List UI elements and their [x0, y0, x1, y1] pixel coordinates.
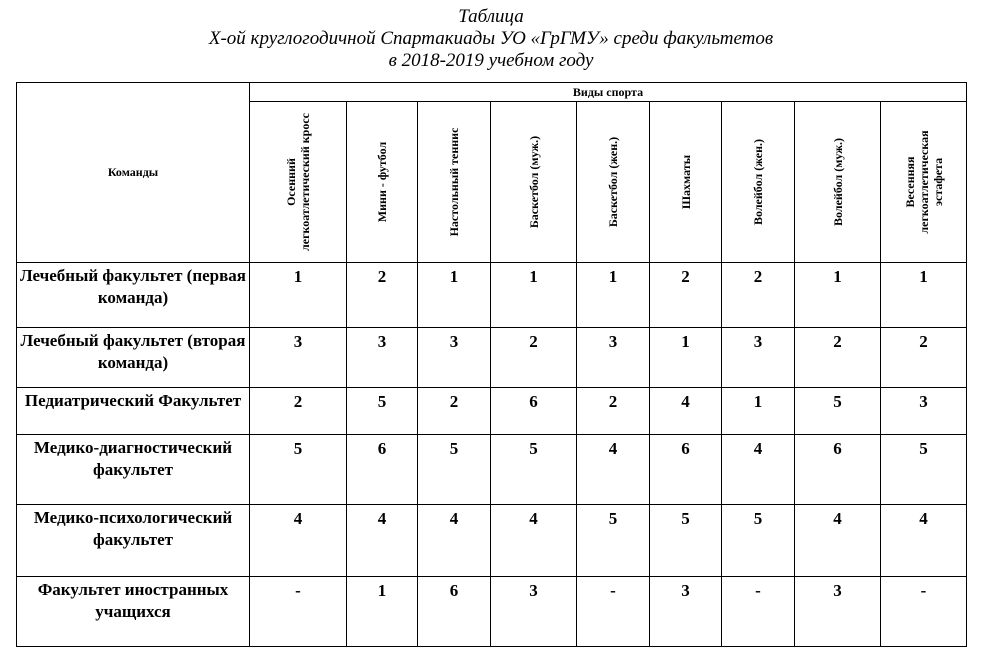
- sport-header-label: Весенняя легкоатлетическая эстафета: [902, 130, 945, 234]
- place-cell: 5: [577, 505, 650, 577]
- place-cell: 5: [650, 505, 722, 577]
- table-row: [17, 328, 967, 388]
- place-cell: 6: [491, 388, 577, 435]
- place-cell: 1: [722, 388, 795, 435]
- sport-header: [250, 102, 347, 263]
- place-cell: 4: [347, 505, 418, 577]
- sport-header-label: Осенний легкоатлетический кросс: [284, 113, 312, 251]
- place-cell: 4: [722, 435, 795, 505]
- place-cell: -: [881, 577, 967, 647]
- place-cell: 1: [418, 263, 491, 328]
- sports-group-header: Виды спорта: [250, 83, 967, 102]
- place-cell: 3: [347, 328, 418, 388]
- place-cell: 4: [491, 505, 577, 577]
- place-cell: 4: [881, 505, 967, 577]
- place-cell: 2: [881, 328, 967, 388]
- place-cell: 6: [347, 435, 418, 505]
- place-cell: 1: [347, 577, 418, 647]
- place-cell: 1: [795, 263, 881, 328]
- place-cell: 2: [795, 328, 881, 388]
- team-name: Педиатрический Факультет: [17, 388, 250, 435]
- sport-header-label: Волейбол (жен.): [751, 139, 765, 226]
- place-cell: 3: [491, 577, 577, 647]
- place-cell: 6: [418, 577, 491, 647]
- teams-header: Команды: [17, 83, 250, 263]
- team-name: Лечебный факультет (вторая команда): [17, 328, 250, 388]
- caption-line-1: Таблица: [458, 6, 524, 27]
- place-cell: 2: [577, 388, 650, 435]
- place-cell: 5: [881, 435, 967, 505]
- place-cell: 5: [347, 388, 418, 435]
- sport-header-label: Настольный теннис: [447, 127, 461, 237]
- place-cell: 3: [650, 577, 722, 647]
- caption-line-2: X-ой круглогодичной Спартакиады УО «ГрГМУ» среди факультетов: [208, 28, 774, 49]
- place-cell: 2: [650, 263, 722, 328]
- sport-header: [881, 102, 967, 263]
- place-cell: 1: [881, 263, 967, 328]
- place-cell: 2: [418, 388, 491, 435]
- sport-header-label: Мини - футбол: [375, 141, 389, 223]
- table-caption: [0, 6, 982, 72]
- team-name: Медико-диагностический факультет: [17, 435, 250, 505]
- table-body: [17, 263, 967, 647]
- place-cell: 1: [250, 263, 347, 328]
- sport-header-label: Волейбол (муж.): [830, 138, 845, 226]
- place-cell: 2: [491, 328, 577, 388]
- place-cell: 2: [347, 263, 418, 328]
- sport-header-label: Баскетбол (муж.): [526, 135, 541, 229]
- place-cell: 5: [418, 435, 491, 505]
- place-cell: 3: [881, 388, 967, 435]
- sport-header: [347, 102, 418, 263]
- place-cell: 6: [650, 435, 722, 505]
- table-row: [17, 435, 967, 505]
- place-cell: 2: [250, 388, 347, 435]
- place-cell: 4: [650, 388, 722, 435]
- team-name: Лечебный факультет (первая команда): [17, 263, 250, 328]
- sport-header-label: Шахматы: [678, 154, 693, 210]
- sport-header: [418, 102, 491, 263]
- place-cell: 3: [722, 328, 795, 388]
- sport-header: [650, 102, 722, 263]
- place-cell: 4: [577, 435, 650, 505]
- table-row: [17, 577, 967, 647]
- sport-header: [491, 102, 577, 263]
- table-row: [17, 263, 967, 328]
- place-cell: 3: [250, 328, 347, 388]
- place-cell: 5: [491, 435, 577, 505]
- place-cell: 3: [577, 328, 650, 388]
- team-name: Медико-психологический факультет: [17, 505, 250, 577]
- sport-header: [577, 102, 650, 263]
- place-cell: -: [722, 577, 795, 647]
- place-cell: 1: [650, 328, 722, 388]
- place-cell: -: [250, 577, 347, 647]
- place-cell: 4: [250, 505, 347, 577]
- sport-header: [722, 102, 795, 263]
- team-name: Факультет иностранных учащихся: [17, 577, 250, 647]
- place-cell: 1: [577, 263, 650, 328]
- place-cell: -: [577, 577, 650, 647]
- results-table: [16, 82, 967, 647]
- place-cell: 5: [250, 435, 347, 505]
- place-cell: 2: [722, 263, 795, 328]
- place-cell: 3: [795, 577, 881, 647]
- sport-header-label: Баскетбол (жен.): [606, 136, 620, 228]
- place-cell: 5: [722, 505, 795, 577]
- table-row: [17, 505, 967, 577]
- place-cell: 6: [795, 435, 881, 505]
- place-cell: 4: [795, 505, 881, 577]
- place-cell: 3: [418, 328, 491, 388]
- place-cell: 4: [418, 505, 491, 577]
- place-cell: 1: [491, 263, 577, 328]
- place-cell: 5: [795, 388, 881, 435]
- table-row: [17, 388, 967, 435]
- sport-header: [795, 102, 881, 263]
- caption-line-3: в 2018-2019 учебном году: [388, 50, 594, 71]
